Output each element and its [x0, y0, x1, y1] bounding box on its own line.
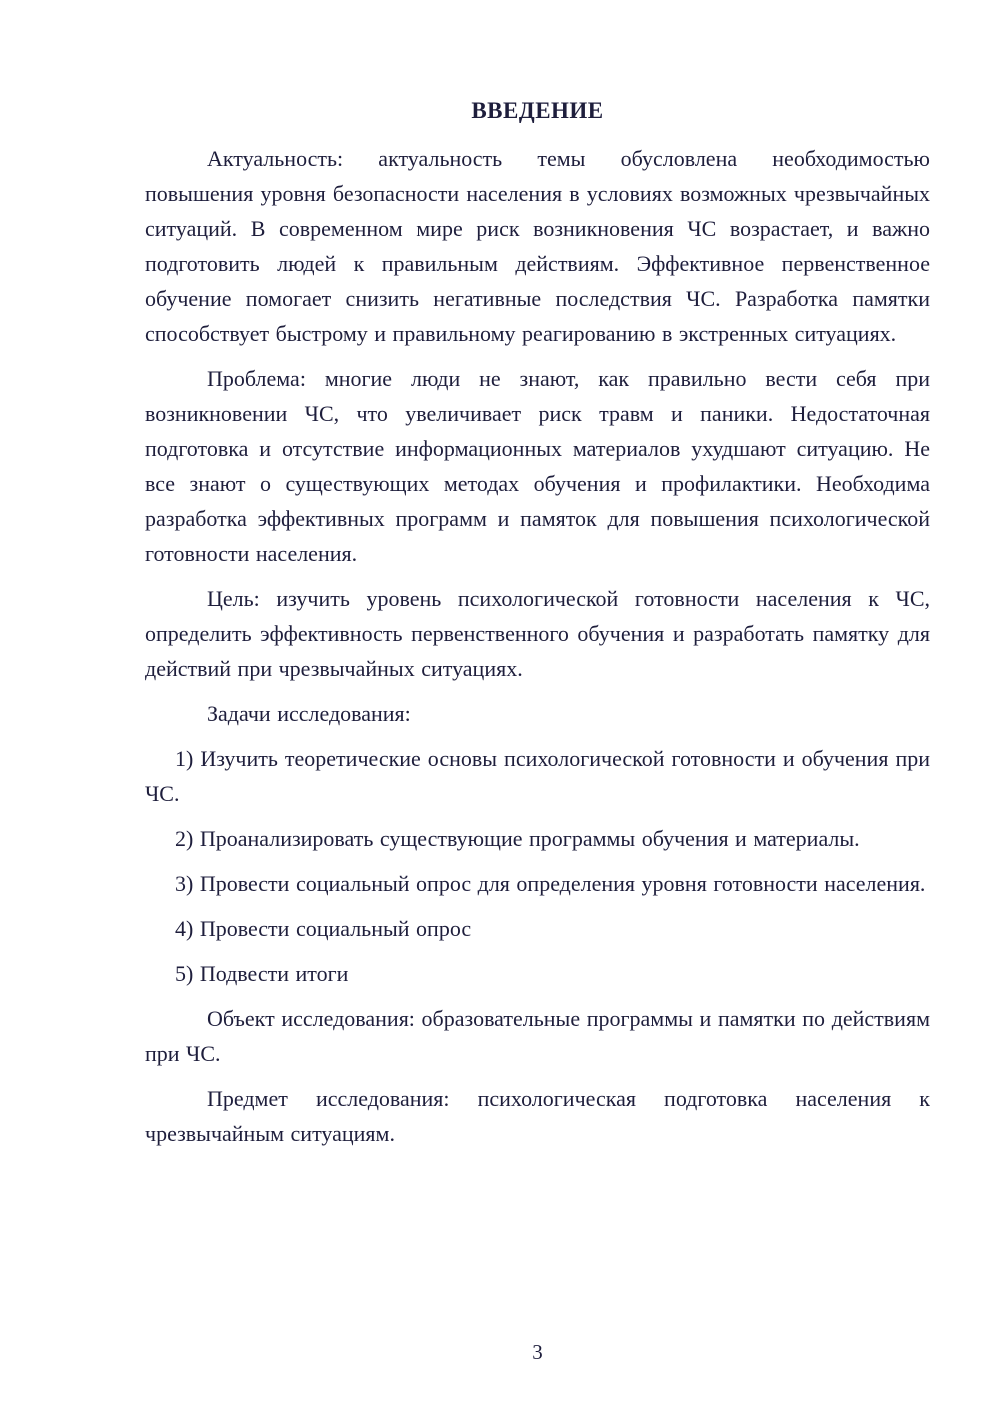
list-item: 4) Провести социальный опрос — [175, 916, 472, 941]
paragraph: Задачи исследования: — [207, 701, 411, 726]
page-number: 3 — [532, 1340, 543, 1364]
paragraph: Актуальность: актуальность темы обусловлена необходимостью повышения уровня безопасности населения в условиях возможных чрезвычайных ситуаций. В современном мире риск возникновения ЧС возрастает, и важно подготовить людей к правильным действиям. Эффективное первенственное обучение помогает снизить негативные последствия ЧС. Разработка памятки способствует быстрому и правильному реагированию в экстренных ситуациях. — [145, 146, 930, 346]
list-item: 1) Изучить теоретические основы психологической готовности и обучения при ЧС. — [145, 746, 930, 806]
paragraph: Объект исследования: образовательные программы и памятки по действиям при ЧС. — [145, 1006, 930, 1066]
paragraph: Проблема: многие люди не знают, как правильно вести себя при возникновении ЧС, что увеличивает риск травм и паники. Недостаточная подготовка и отсутствие информационных материалов ухудшают ситуацию. Не все знают о существующих методах обучения и профилактики. Необходима разработка эффективных программ и памяток для повышения психологической готовности населения. — [145, 366, 930, 566]
paragraph: Цель: изучить уровень психологической готовности населения к ЧС, определить эффективность первенственного обучения и разработать памятку для действий при чрезвычайных ситуациях. — [145, 586, 930, 681]
document-content — [145, 93, 930, 1161]
list-item: 2) Проанализировать существующие программы обучения и материалы. — [175, 826, 860, 851]
page-title: ВВЕДЕНИЕ — [471, 98, 604, 123]
document-body — [145, 141, 930, 1151]
paragraph: Предмет исследования: психологическая подготовка населения к чрезвычайным ситуациям. — [145, 1086, 930, 1146]
list-item: 5) Подвести итоги — [175, 961, 349, 986]
list-item: 3) Провести социальный опрос для определения уровня готовности населения. — [175, 871, 926, 896]
